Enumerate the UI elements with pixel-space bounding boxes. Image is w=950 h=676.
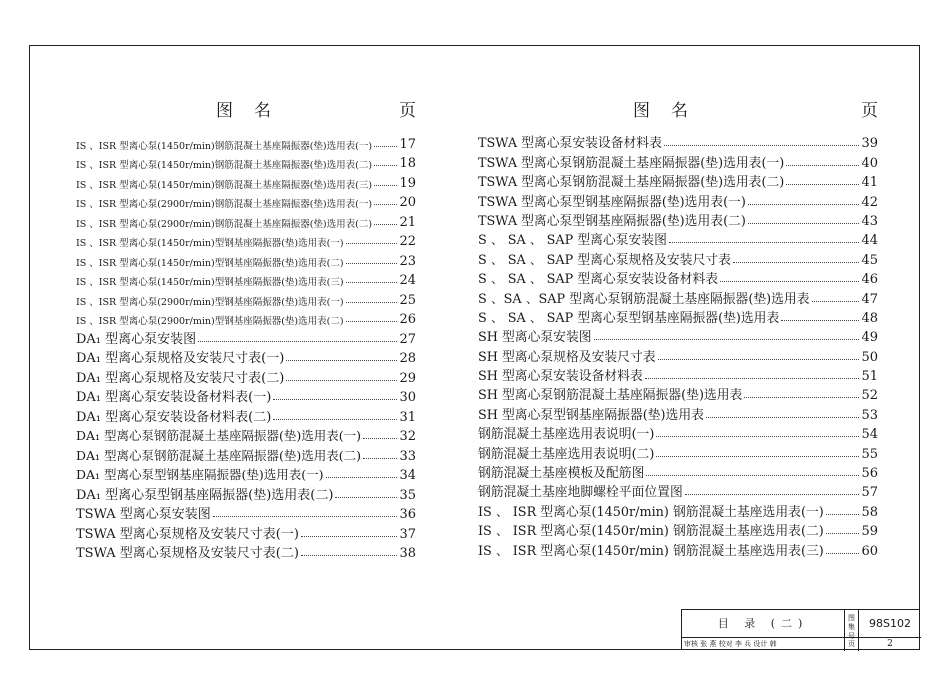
toc-entry-title: SH 型离心泵安装图 <box>478 330 592 346</box>
dot-leader <box>286 360 397 361</box>
toc-entry <box>478 442 878 461</box>
toc-entry <box>478 403 878 422</box>
toc-entry-page: 46 <box>861 272 878 288</box>
toc-entry-page: 53 <box>861 407 878 423</box>
toc-entry-title: IS 、ISR 型离心泵(2900r/min)钢筋混凝土基座隔振器(垫)选用表(二) <box>76 218 373 230</box>
toc-entry <box>76 542 416 562</box>
toc-entry-title: DA₁ 型离心泵型钢基座隔振器(垫)选用表(一) <box>76 467 324 482</box>
dot-leader <box>374 204 397 205</box>
dot-leader <box>812 301 860 302</box>
dot-leader <box>658 359 860 360</box>
toc-entry-page: 57 <box>861 485 878 501</box>
toc-entry-title: TSWA 型离心泵安装设备材料表 <box>478 136 662 152</box>
dot-leader <box>748 223 860 224</box>
dot-leader <box>645 378 860 379</box>
toc-entry-page: 24 <box>399 273 416 288</box>
toc-entry-page: 59 <box>861 524 878 540</box>
toc-entry-title: SH 型离心泵规格及安装尺寸表 <box>478 349 656 365</box>
dot-leader <box>826 553 860 554</box>
toc-entry-page: 20 <box>399 195 416 210</box>
toc-entry-page: 48 <box>861 310 878 326</box>
toc-entry-page: 39 <box>861 136 878 152</box>
toc-entry <box>76 230 416 250</box>
header-page-label: 页 <box>861 101 878 121</box>
toc-entry <box>478 520 878 539</box>
toc-entry-page: 42 <box>861 194 878 210</box>
toc-entry-title: DA₁ 型离心泵钢筋混凝土基座隔振器(垫)选用表(一) <box>76 428 362 443</box>
toc-entry-page: 30 <box>399 390 416 405</box>
dot-leader <box>326 477 398 478</box>
dot-leader <box>301 555 397 556</box>
toc-entry-title: IS 、ISR 型离心泵(2900r/min)型钢基座隔振器(垫)选用表(一) <box>76 296 344 308</box>
toc-entry-page: 17 <box>399 136 416 152</box>
toc-entry <box>478 307 878 326</box>
toc-entry-title: 钢筋混凝土基座选用表说明(二) <box>478 446 655 462</box>
toc-entry <box>478 423 878 442</box>
toc-entry <box>76 386 416 406</box>
toc-entry-page: 56 <box>861 466 878 482</box>
page-label: 页 <box>845 637 859 651</box>
toc-entry <box>478 229 878 248</box>
toc-entry <box>76 132 416 152</box>
dot-leader <box>213 516 398 517</box>
dot-leader <box>826 533 860 534</box>
dot-leader <box>706 417 860 418</box>
toc-entry-title: IS 、ISR 型离心泵(2900r/min)钢筋混凝土基座隔振器(垫)选用表(一) <box>76 199 373 210</box>
toc-entry-title: IS 、 ISR 型离心泵(1450r/min) 钢筋混凝土基座选用表(一) <box>478 504 824 520</box>
toc-entry-title: TSWA 型离心泵安装图 <box>76 507 211 522</box>
toc-entry <box>76 210 416 230</box>
toc-entry-page: 35 <box>399 487 416 503</box>
dot-leader <box>363 438 397 439</box>
toc-entry <box>478 384 878 403</box>
dot-leader <box>346 321 398 322</box>
dot-leader <box>733 262 860 263</box>
toc-entry-page: 51 <box>861 369 878 385</box>
toc-entry-title: DA₁ 型离心泵安装设备材料表(一) <box>76 390 272 405</box>
dot-leader <box>273 419 397 420</box>
toc-entry <box>76 327 416 347</box>
toc-entry <box>478 132 878 151</box>
toc-entry <box>478 326 878 345</box>
toc-entry-page: 31 <box>399 409 416 425</box>
toc-entry-title: DA₁ 型离心泵钢筋混凝土基座隔振器(垫)选用表(二) <box>76 447 362 463</box>
dot-leader <box>346 282 398 283</box>
toc-entry-page: 21 <box>399 214 416 230</box>
toc-entry-title: IS 、 ISR 型离心泵(1450r/min) 钢筋混凝土基座选用表(三) <box>478 543 824 559</box>
toc-entry-page: 43 <box>861 213 878 229</box>
dot-leader <box>273 399 397 400</box>
toc-entry <box>478 539 878 558</box>
title-block <box>681 609 920 650</box>
toc-entry-page: 32 <box>399 429 416 444</box>
toc-entry <box>76 308 416 328</box>
toc-entry-page: 27 <box>399 331 416 347</box>
toc-entry-page: 41 <box>861 175 878 191</box>
toc-entry <box>478 268 878 287</box>
toc-entry-title: SH 型离心泵安装设备材料表 <box>478 369 643 385</box>
toc-entry-page: 44 <box>861 233 878 249</box>
toc-entry-title: S 、 SA 、 SAP 型离心泵安装设备材料表 <box>478 272 719 288</box>
toc-entry <box>76 347 416 367</box>
toc-entry <box>76 444 416 464</box>
toc-entry-title: DA₁ 型离心泵规格及安装尺寸表(二) <box>76 370 285 386</box>
toc-entry-title: DA₁ 型离心泵安装设备材料表(二) <box>76 409 272 425</box>
toc-right-list <box>478 132 878 559</box>
toc-entry-title: IS 、ISR 型离心泵(2900r/min)型钢基座隔振器(垫)选用表(二) <box>76 316 344 327</box>
toc-entry-page: 25 <box>399 292 416 308</box>
header-name-label: 图 名 <box>633 101 690 121</box>
toc-entry <box>76 288 416 308</box>
toc-entry <box>76 405 416 425</box>
dot-leader <box>656 456 859 457</box>
dot-leader <box>748 204 860 205</box>
dot-leader <box>786 165 859 166</box>
toc-entry-page: 40 <box>861 155 878 171</box>
toc-entry-page: 55 <box>861 446 878 462</box>
toc-entry-title: TSWA 型离心泵钢筋混凝土基座隔振器(垫)选用表(二) <box>478 175 785 191</box>
dot-leader <box>646 475 859 476</box>
toc-entry-title: IS 、ISR 型离心泵(1450r/min)型钢基座隔振器(垫)选用表(三) <box>76 277 344 288</box>
toc-entry-title: IS 、ISR 型离心泵(1450r/min)钢筋混凝土基座隔振器(垫)选用表(二) <box>76 160 373 171</box>
atlas-number-label: 图集号 <box>845 610 859 637</box>
dot-leader <box>346 243 398 244</box>
dot-leader <box>374 185 397 186</box>
toc-entry-title: IS 、ISR 型离心泵(1450r/min)钢筋混凝土基座隔振器(垫)选用表(一) <box>76 140 373 152</box>
dot-leader <box>669 242 860 243</box>
toc-entry <box>76 522 416 542</box>
toc-entry <box>478 481 878 500</box>
toc-entry-title: SH 型离心泵型钢基座隔振器(垫)选用表 <box>478 407 704 423</box>
dot-leader <box>744 397 859 398</box>
toc-entry-page: 60 <box>861 543 878 559</box>
toc-entry-title: SH 型离心泵钢筋混凝土基座隔振器(垫)选用表 <box>478 388 743 404</box>
toc-entry <box>76 152 416 172</box>
dot-leader <box>664 145 860 146</box>
toc-entry-page: 58 <box>861 504 878 520</box>
toc-entry-title: TSWA 型离心泵规格及安装尺寸表(二) <box>76 546 299 561</box>
toc-entry <box>76 269 416 289</box>
toc-entry <box>478 171 878 190</box>
toc-entry-page: 29 <box>399 370 416 386</box>
toc-entry-page: 45 <box>861 252 878 268</box>
toc-entry <box>76 483 416 503</box>
toc-entry-title: IS 、 ISR 型离心泵(1450r/min) 钢筋混凝土基座选用表(二) <box>478 524 824 540</box>
toc-entry-page: 33 <box>399 448 416 464</box>
dot-leader <box>363 458 397 459</box>
toc-entry-title: DA₁ 型离心泵安装图 <box>76 331 197 347</box>
toc-entry <box>76 249 416 269</box>
toc-entry-page: 22 <box>399 234 416 249</box>
toc-left-list <box>76 132 416 561</box>
toc-entry-page: 34 <box>399 468 416 483</box>
toc-entry <box>478 287 878 306</box>
toc-entry-title: IS 、ISR 型离心泵(1450r/min)型钢基座隔振器(垫)选用表(二) <box>76 257 344 269</box>
dot-leader <box>826 514 860 515</box>
toc-entry <box>76 503 416 523</box>
toc-entry-page: 38 <box>399 546 416 561</box>
toc-entry-title: S 、 SA 、 SAP 型离心泵型钢基座隔振器(垫)选用表 <box>478 310 780 326</box>
dot-leader <box>335 497 397 498</box>
dot-leader <box>685 494 860 495</box>
dot-leader <box>656 436 859 437</box>
toc-entry-page: 37 <box>399 526 416 542</box>
dot-leader <box>198 341 397 342</box>
toc-entry <box>478 151 878 170</box>
toc-entry-title: 钢筋混凝土基座选用表说明(一) <box>478 427 655 443</box>
toc-entry-title: TSWA 型离心泵规格及安装尺寸表(一) <box>76 526 299 542</box>
toc-entry <box>76 171 416 191</box>
toc-entry-page: 23 <box>399 253 416 269</box>
toc-entry-title: DA₁ 型离心泵型钢基座隔振器(垫)选用表(二) <box>76 487 334 503</box>
toc-entry <box>478 462 878 481</box>
toc-entry-page: 52 <box>861 388 878 404</box>
dot-leader <box>786 184 859 185</box>
dot-leader <box>374 224 397 225</box>
dot-leader <box>594 339 860 340</box>
toc-entry-title: S 、 SA 、 SAP 型离心泵安装图 <box>478 233 667 249</box>
toc-entry <box>478 248 878 267</box>
toc-entry <box>76 464 416 484</box>
toc-right-header <box>478 96 878 124</box>
toc-entry <box>478 365 878 384</box>
toc-entry <box>478 345 878 364</box>
dot-leader <box>781 320 859 321</box>
header-page-label: 页 <box>399 101 416 121</box>
toc-entry-title: TSWA 型离心泵型钢基座隔振器(垫)选用表(一) <box>478 194 746 210</box>
toc-entry <box>76 191 416 211</box>
dot-leader <box>301 536 397 537</box>
toc-entry-title: DA₁ 型离心泵规格及安装尺寸表(一) <box>76 351 285 366</box>
toc-entry <box>76 425 416 445</box>
dot-leader <box>286 380 397 381</box>
toc-entry-title: IS 、ISR 型离心泵(1450r/min)钢筋混凝土基座隔振器(垫)选用表(三) <box>76 179 373 191</box>
page-number: 2 <box>887 639 893 649</box>
toc-entry <box>478 210 878 229</box>
toc-entry-title: TSWA 型离心泵型钢基座隔振器(垫)选用表(二) <box>478 213 746 229</box>
toc-entry-page: 28 <box>399 351 416 366</box>
header-name-label: 图 名 <box>216 101 273 121</box>
signature-row: 审核 张 燕 校对 李 兵 设计 韩 <box>682 637 845 651</box>
toc-entry <box>478 500 878 519</box>
toc-entry-page: 26 <box>399 312 416 327</box>
title-block-title: 目 录 (二) <box>682 610 845 637</box>
dot-leader <box>374 165 397 166</box>
toc-entry-title: IS 、ISR 型离心泵(1450r/min)型钢基座隔振器(垫)选用表(一) <box>76 238 344 249</box>
toc-left-header <box>76 96 416 124</box>
toc-entry-page: 47 <box>861 291 878 307</box>
toc-entry-page: 18 <box>399 156 416 171</box>
toc-entry-page: 54 <box>861 427 878 443</box>
toc-entry-title: 钢筋混凝土基座地脚螺栓平面位置图 <box>478 485 683 501</box>
toc-entry <box>478 190 878 209</box>
toc-entry-page: 49 <box>861 330 878 346</box>
toc-entry-title: TSWA 型离心泵钢筋混凝土基座隔振器(垫)选用表(一) <box>478 155 785 171</box>
toc-entry-page: 50 <box>861 349 878 365</box>
dot-leader <box>346 263 398 264</box>
toc-entry-title: S 、 SA 、 SAP 型离心泵规格及安装尺寸表 <box>478 252 731 268</box>
toc-entry-title: S 、SA 、SAP 型离心泵钢筋混凝土基座隔振器(垫)选用表 <box>478 291 810 307</box>
dot-leader <box>374 146 397 147</box>
toc-entry <box>76 366 416 386</box>
toc-entry-page: 19 <box>399 175 416 191</box>
atlas-number: 98S102 <box>869 617 911 630</box>
toc-entry-page: 36 <box>399 507 416 522</box>
dot-leader <box>720 281 859 282</box>
toc-entry-title: 钢筋混凝土基座模板及配筋图 <box>478 466 645 482</box>
dot-leader <box>346 302 398 303</box>
